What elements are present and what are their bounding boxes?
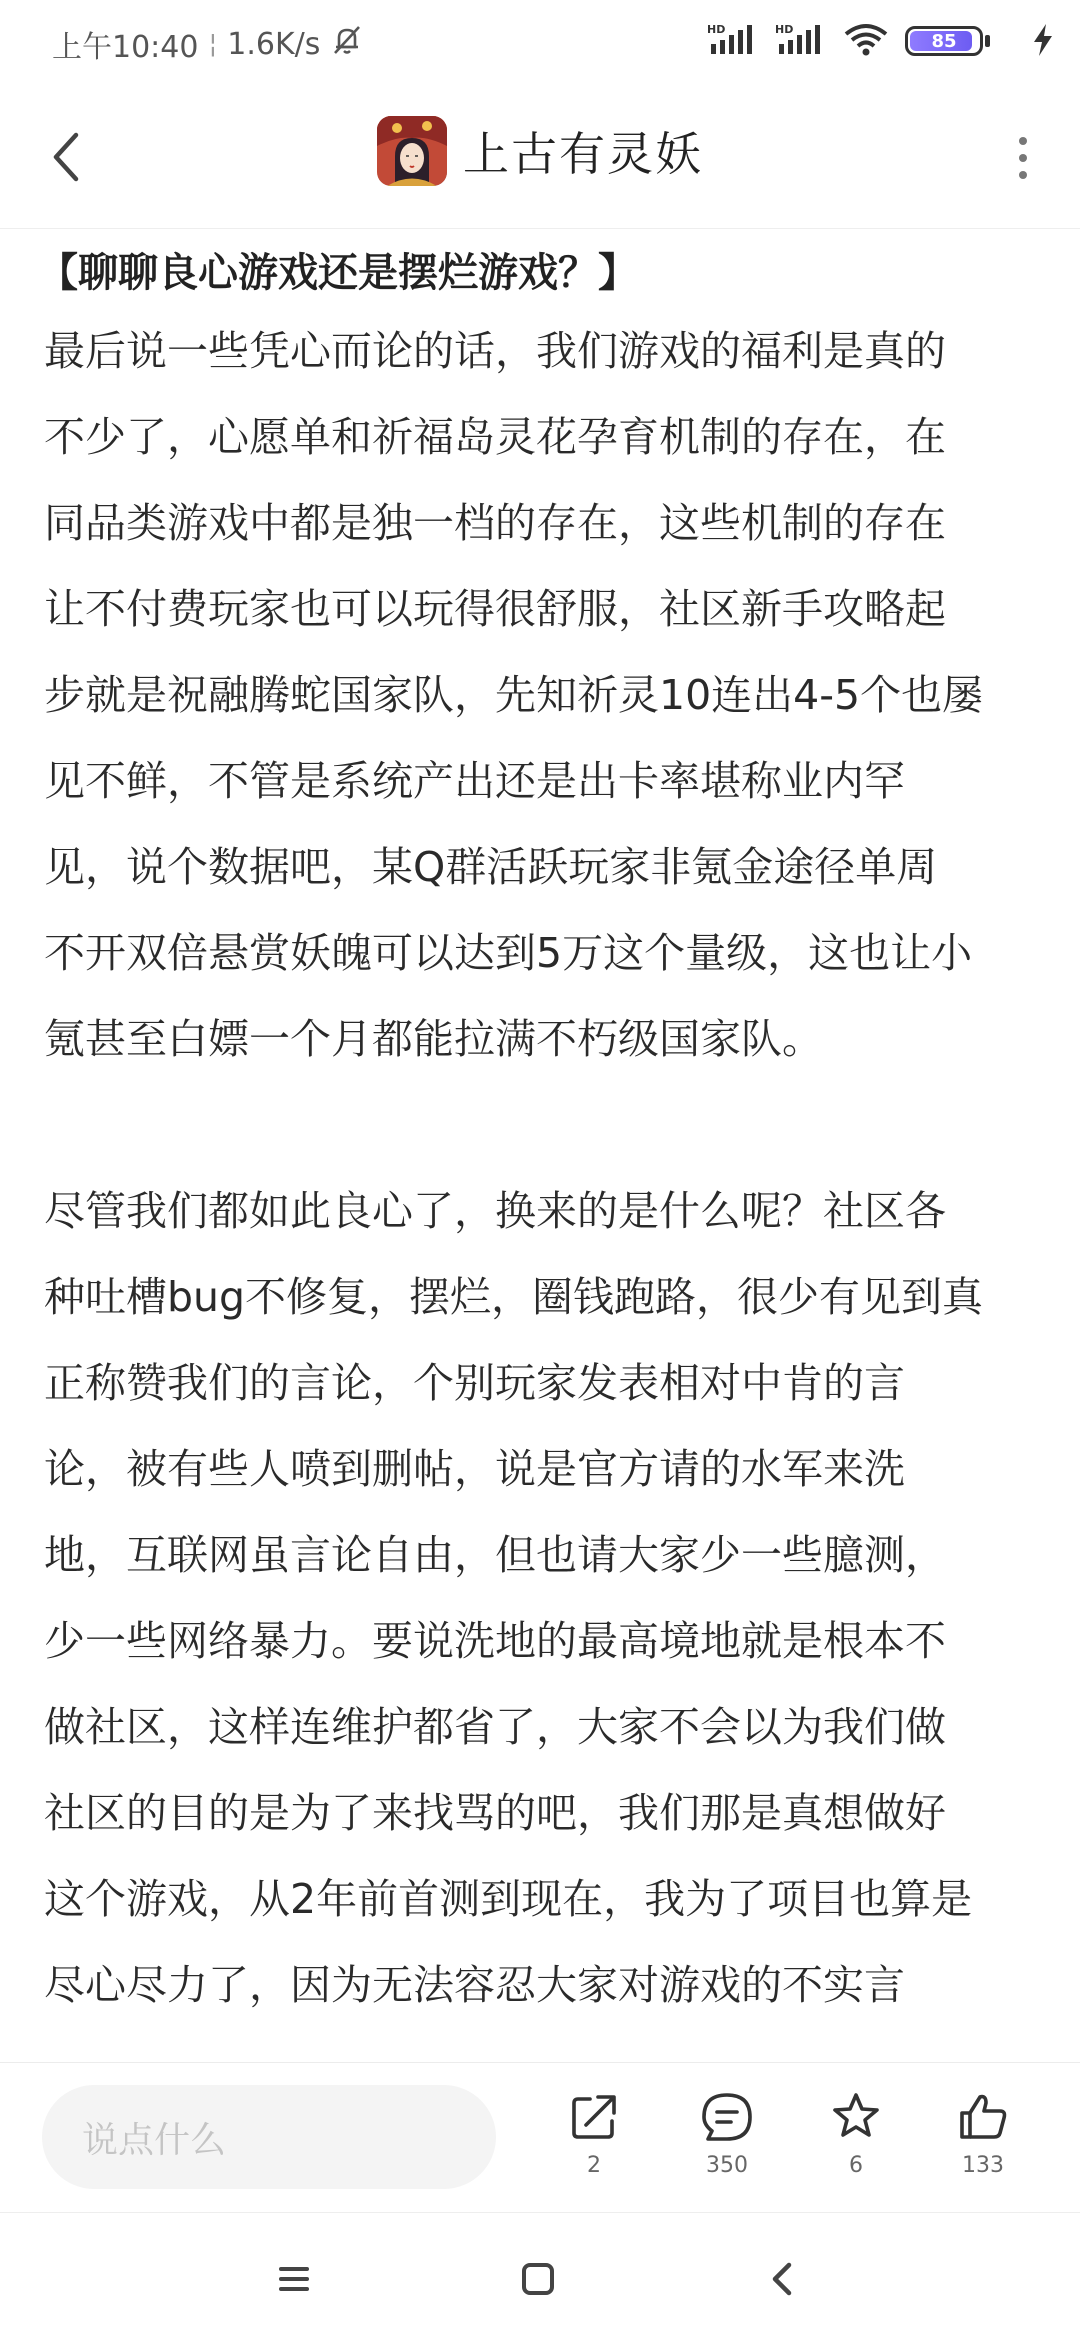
menu-icon [276, 2263, 312, 2295]
more-vertical-icon [1019, 154, 1027, 162]
post-text-line: 让不付费玩家也可以玩得很舒服，社区新手攻略起 [44, 585, 946, 633]
post-text-line: 不开双倍悬赏妖魄可以达到5万这个量级，这也让小 [44, 929, 973, 977]
comment-icon [700, 2091, 754, 2143]
bottom-action-bar [0, 2062, 1080, 2211]
favorite-count: 6 [849, 2153, 863, 2178]
post-text-line: 不少了，心愿单和祈福岛灵花孕育机制的存在，在 [44, 413, 946, 461]
post-heading: 【聊聊良心游戏还是摆烂游戏？】 [38, 250, 638, 296]
game-avatar[interactable] [377, 116, 447, 186]
battery-level: 85 [931, 30, 957, 52]
more-vertical-icon [1019, 137, 1027, 145]
status-left [52, 22, 364, 66]
more-button[interactable] [998, 128, 1048, 188]
thumbs-up-icon [956, 2091, 1010, 2143]
share-count: 2 [587, 2153, 601, 2178]
post-text-line: 见不鲜，不管是系统产出还是出卡率堪称业内罕 [44, 757, 905, 805]
system-nav-bar [0, 2212, 1080, 2341]
home-button[interactable] [508, 2249, 568, 2309]
post-text-line: 少一些网络暴力。要说洗地的最高境地就是根本不 [44, 1617, 946, 1665]
post-text-line: 社区的目的是为了来找骂的吧，我们那是真想做好 [44, 1789, 946, 1837]
post-text-line: 做社区，这样连维护都省了，大家不会以为我们做 [44, 1703, 946, 1751]
comment-count: 350 [706, 2153, 748, 2178]
post-text-line: 见，说个数据吧，某Q群活跃玩家非氪金途径单周 [44, 843, 938, 891]
paragraph-spacer [44, 1082, 1044, 1168]
home-square-icon [520, 2261, 556, 2297]
like-count: 133 [962, 2153, 1004, 2178]
status-bar [0, 0, 1080, 88]
battery-cap [985, 35, 990, 47]
post-paragraph-1 [44, 308, 1044, 1082]
post-text-line: 步就是祝融腾蛇国家队，先知祈灵10连出4-5个也屡 [44, 671, 984, 719]
more-vertical-icon [1019, 171, 1027, 179]
svg-text:HD: HD [707, 23, 726, 36]
favorite-button[interactable] [806, 2091, 906, 2178]
title-area [0, 116, 1080, 186]
post-paragraph-2 [44, 1168, 1044, 2028]
post-text-line: 氪甚至白嫖一个月都能拉满不朽级国家队。 [44, 1015, 823, 1063]
top-app-bar [0, 88, 1080, 229]
recent-apps-button[interactable] [264, 2249, 324, 2309]
post-text-line: 论，被有些人喷到删帖，说是官方请的水军来洗 [44, 1445, 905, 1493]
post-content [38, 238, 1044, 2028]
comment-button[interactable] [677, 2091, 777, 2178]
battery-icon [905, 26, 983, 56]
share-button[interactable] [544, 2091, 644, 2178]
post-text-line: 尽管我们都如此良心了，换来的是什么呢？社区各 [44, 1187, 946, 1235]
comment-input[interactable]: 说点什么 [42, 2085, 496, 2189]
post-text-line: 尽心尽力了，因为无法容忍大家对游戏的不实言 [44, 1961, 905, 2009]
post-text-line: 正称赞我们的言论，个别玩家发表相对中肯的言 [44, 1359, 905, 1407]
charging-icon [1028, 22, 1058, 62]
post-text-line: 最后说一些凭心而论的话，我们游戏的福利是真的 [44, 327, 946, 375]
like-button[interactable] [933, 2091, 1033, 2178]
system-back-button[interactable] [752, 2249, 812, 2309]
mute-bell-icon [330, 23, 364, 65]
status-separator: ¦ [208, 29, 218, 59]
page-title: 上古有灵妖 [463, 127, 703, 181]
back-icon [767, 2259, 797, 2299]
share-icon [568, 2091, 620, 2143]
post-text-line: 同品类游戏中都是独一档的存在，这些机制的存在 [44, 499, 946, 547]
wifi-icon [843, 22, 889, 60]
svg-text:HD: HD [775, 23, 794, 36]
hd-signal-icon [707, 22, 759, 60]
network-speed: 1.6K/s [227, 26, 321, 62]
status-time: 上午10:40 [52, 30, 199, 65]
status-right [707, 22, 990, 60]
post-text-line: 这个游戏，从2年前首测到现在，我为了项目也算是 [44, 1875, 973, 1923]
post-text-line: 种吐槽bug不修复，摆烂，圈钱跑路，很少有见到真 [44, 1273, 984, 1321]
star-icon [829, 2091, 883, 2143]
post-text-line: 地，互联网虽言论自由，但也请大家少一些臆测， [44, 1531, 946, 1579]
hd-signal-icon [775, 22, 827, 60]
